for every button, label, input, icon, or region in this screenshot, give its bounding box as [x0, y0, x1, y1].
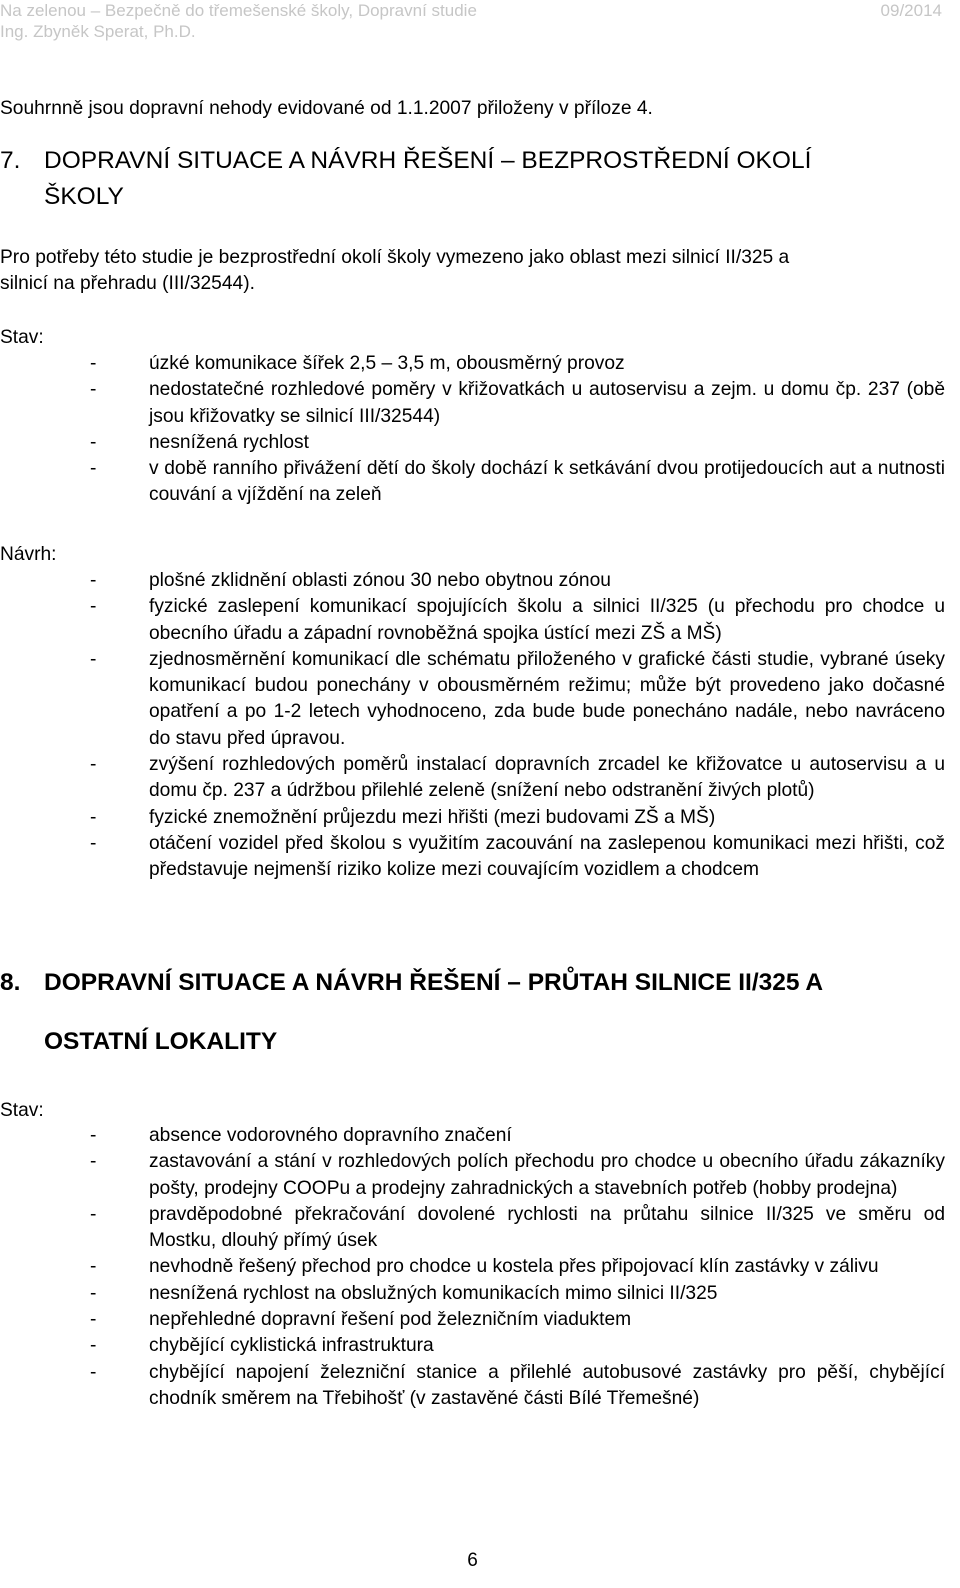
- dash-bullet: -: [90, 806, 97, 828]
- dash-bullet: -: [90, 353, 97, 374]
- header-left: [0, 0, 477, 42]
- header-author: Ing. Zbyněk Sperat, Ph.D.: [0, 22, 196, 41]
- dash-bullet: -: [90, 570, 97, 591]
- running-header: [0, 0, 960, 42]
- section-7-paragraph-line1: Pro potřeby této studie je bezprostřední okolí školy vymezeno jako oblast mezi silnicí II/325 a: [0, 247, 790, 268]
- section-7-number: 7.: [0, 147, 21, 174]
- dash-bullet: -: [90, 754, 97, 776]
- dash-bullet: -: [90, 1335, 97, 1357]
- dash-bullet: -: [90, 1256, 97, 1278]
- list-item: - v době ranního přivážení dětí do školy dochází k setkávání dvou protijedoucích aut a nutnosti couvání a vjíždění na zeleň: [90, 458, 945, 506]
- list-item: - nevhodně řešený přechod pro chodce u kostela přes připojovací klín zastávky v zálivu: [90, 1254, 945, 1280]
- header-date: 09/2014: [880, 1, 942, 20]
- dash-bullet: -: [90, 596, 97, 618]
- list-item: - zastavování a stání v rozhledových polích přechodu pro chodce u obecního úřadu zákazníky pošty, prodejny COOPu a prodejny zahradnických a stavebních potřeb (hobby prodejna): [90, 1151, 945, 1199]
- list-item: - nepřehledné dopravní řešení pod železničním viaduktem: [90, 1307, 945, 1333]
- section-8-stav-label: Stav:: [0, 1100, 44, 1121]
- list-item: - nedostatečné rozhledové poměry v křižovatkách u autoservisu a zejm. u domu čp. 237 (obě jsou křižovatky se silnicí III/32544): [90, 379, 945, 427]
- section-7-navrh-label: Návrh:: [0, 544, 57, 565]
- dash-bullet: -: [90, 1361, 97, 1383]
- dash-bullet: -: [90, 1151, 97, 1173]
- section-7-stav-list: [90, 351, 945, 509]
- section-8-stav-list: [90, 1123, 945, 1412]
- intro-paragraph: Souhrnně jsou dopravní nehody evidované od 1.1.2007 přiloženy v příloze 4.: [0, 98, 653, 119]
- section-7-title-line1: DOPRAVNÍ SITUACE A NÁVRH ŘEŠENÍ – BEZPROSTŘEDNÍ OKOLÍ: [44, 147, 812, 174]
- dash-bullet: -: [90, 832, 97, 854]
- section-7-title-line2: ŠKOLY: [44, 183, 124, 210]
- list-item: - nesnížená rychlost: [90, 430, 945, 456]
- list-item: - fyzické znemožnění průjezdu mezi hřišti (mezi budovami ZŠ a MŠ): [90, 805, 945, 831]
- dash-bullet: -: [90, 1282, 97, 1304]
- section-8-title-line1: DOPRAVNÍ SITUACE A NÁVRH ŘEŠENÍ – PRŮTAH SILNICE II/325 A: [44, 969, 824, 996]
- section-8-title-line2: OSTATNÍ LOKALITY: [44, 1028, 278, 1055]
- dash-bullet: -: [90, 648, 97, 670]
- dash-bullet: -: [90, 379, 97, 401]
- list-item: - absence vodorovného dopravního značení: [90, 1123, 945, 1149]
- dash-bullet: -: [90, 458, 97, 480]
- dash-bullet: -: [90, 1309, 97, 1331]
- section-7-navrh-list: [90, 568, 945, 884]
- list-item: - plošné zklidnění oblasti zónou 30 nebo obytnou zónou: [90, 568, 945, 594]
- section-7-stav-label: Stav:: [0, 327, 44, 348]
- list-item: - pravděpodobné překračování dovolené rychlosti na průtahu silnice II/325 ve směru od Mostku, dlouhý přímý úsek: [90, 1203, 945, 1252]
- dash-bullet: -: [90, 1125, 97, 1146]
- dash-bullet: -: [90, 1203, 97, 1225]
- list-item: - chybějící cyklistická infrastruktura: [90, 1333, 945, 1359]
- list-item: - fyzické zaslepení komunikací spojujících školu a silnici II/325 (u přechodu pro chodce u obecního úřadu a západní rovnoběžná spojka ústící mezi ZŠ a MŠ): [90, 596, 945, 644]
- list-item: - otáčení vozidel před školou s využitím zacouvání na zaslepenou komunikaci mezi hřišti, což představuje nejmenší riziko kolize mezi couvajícím vozidlem a chodcem: [90, 832, 945, 881]
- dash-bullet: -: [90, 431, 97, 453]
- list-item: - zjednosměrnění komunikací dle schématu přiloženého v grafické části studie, vybrané úseky komunikací budou ponechány v obousměrném režimu; může být provedeno jako dočasné opatření a po 1-2 letech vyhodnoceno, zda bude bude ponecháno nadále, nebo navráceno do stavu před úpravou.: [90, 648, 945, 749]
- header-title: Na zelenou – Bezpečně do třemešenské školy, Dopravní studie: [0, 1, 477, 20]
- section-8-number: 8.: [0, 969, 21, 996]
- list-item: - nesnížená rychlost na obslužných komunikacích mimo silnici II/325: [90, 1281, 945, 1307]
- page-number: 6: [467, 1550, 478, 1571]
- section-7-paragraph-line2: silnicí na přehradu (III/32544).: [0, 273, 255, 294]
- list-item: - chybějící napojení železniční stanice a přilehlé autobusové zastávky pro pěší, chybějící chodník směrem na Třebihošť (v zastavěné části Bílé Třemešné): [90, 1361, 945, 1409]
- list-item: - úzké komunikace šířek 2,5 – 3,5 m, obousměrný provoz: [90, 351, 945, 377]
- list-item: - zvýšení rozhledových poměrů instalací dopravních zrcadel ke křižovatce u autoservisu a u domu čp. 237 a údržbou přilehlé zeleně (snížení nebo odstranění živých plotů): [90, 754, 945, 802]
